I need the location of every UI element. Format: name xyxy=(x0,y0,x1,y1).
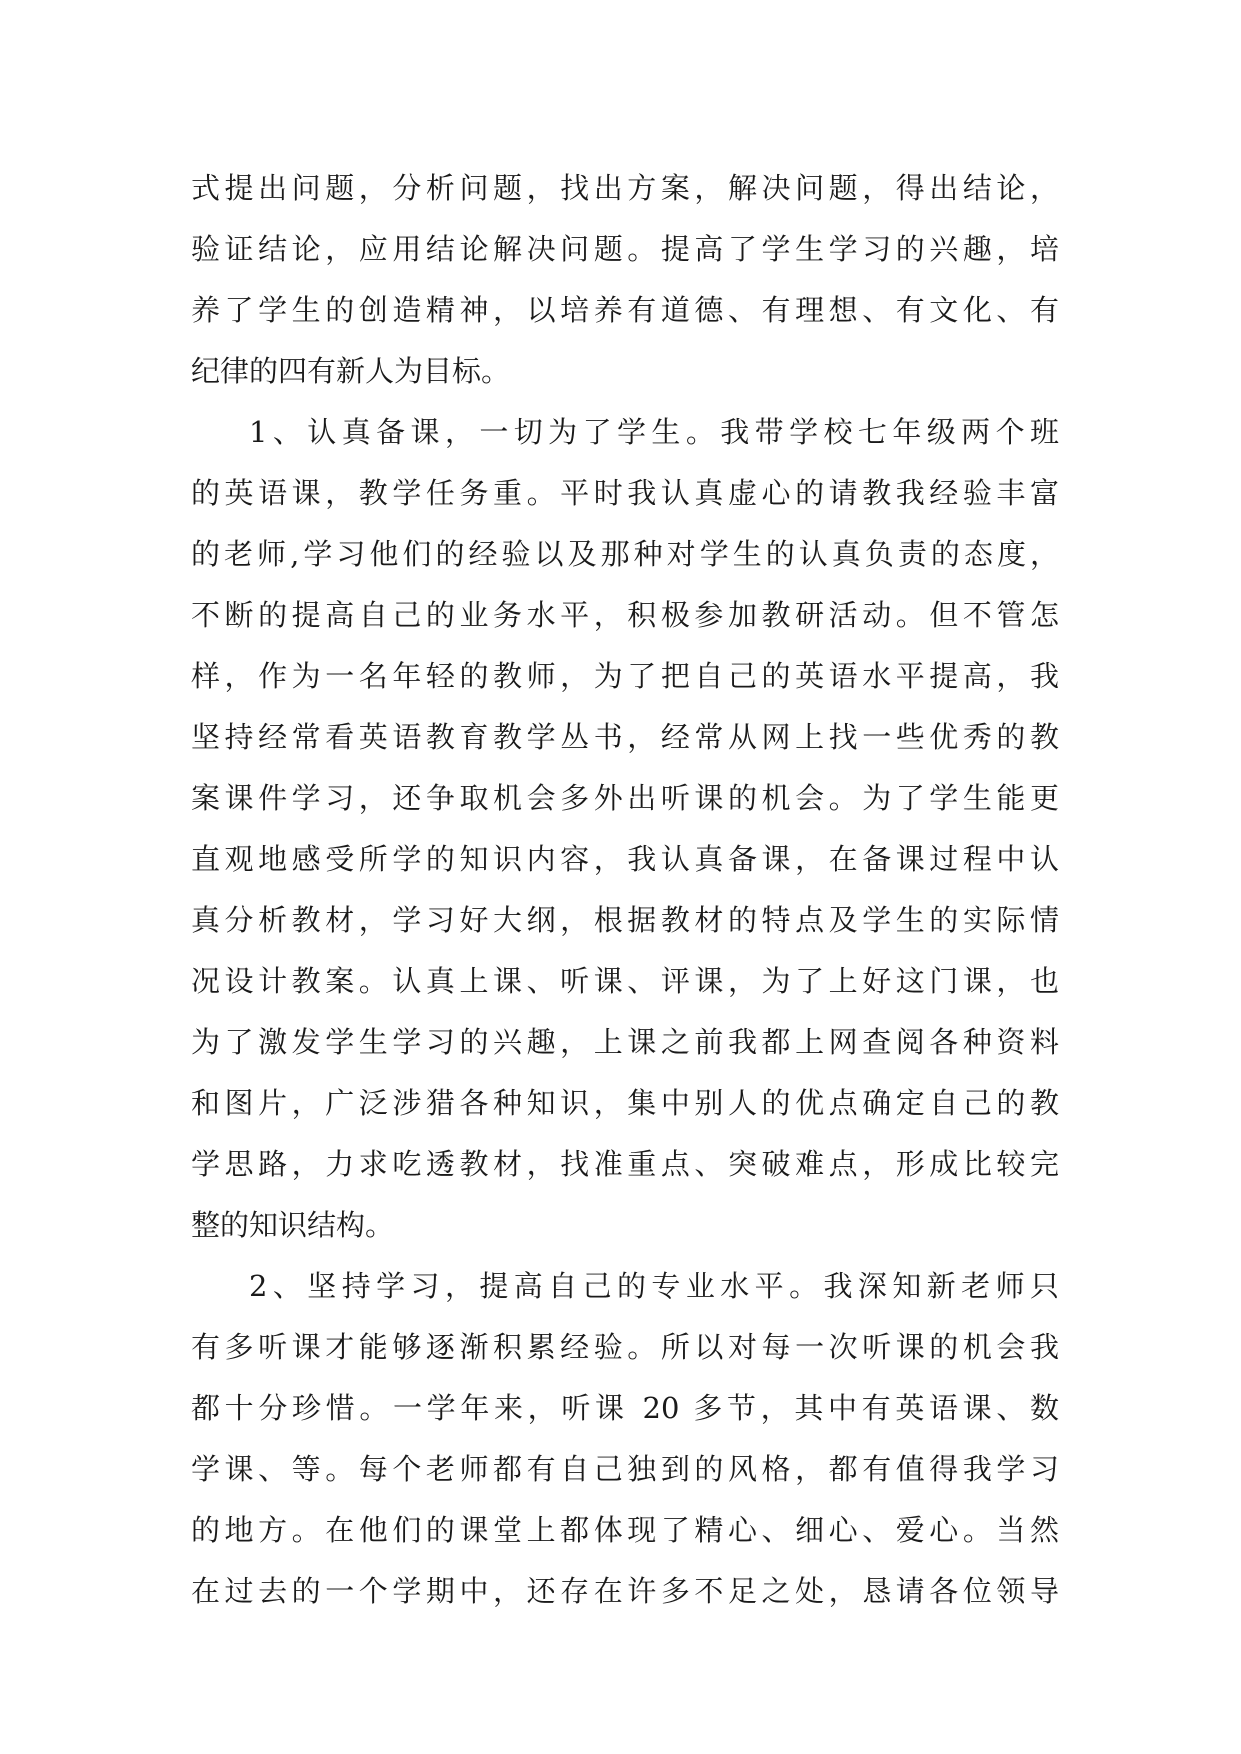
paragraph-1-first-line: 1、认真备课，一切为了学生。我带学校七年级两个班 xyxy=(249,415,1059,449)
text-line: 的老师,学习他们的经验以及那种对学生的认真负责的态度， xyxy=(191,537,1059,571)
paragraph-2-first-line: 2、坚持学习，提高自己的专业水平。我深知新老师只 xyxy=(249,1269,1059,1303)
text-line: 都十分珍惜。一学年来，听课 20 多节，其中有英语课、数 xyxy=(191,1391,1059,1425)
text-line: 在过去的一个学期中，还存在许多不足之处，恳请各位领导 xyxy=(191,1574,1059,1608)
text-line: 有多听课才能够逐渐积累经验。所以对每一次听课的机会我 xyxy=(191,1330,1059,1364)
text-line: 学课、等。每个老师都有自己独到的风格，都有值得我学习 xyxy=(191,1452,1059,1486)
text-line: 学思路，力求吃透教材，找准重点、突破难点，形成比较完 xyxy=(191,1147,1059,1181)
document-body xyxy=(191,158,1059,1622)
text-line: 养了学生的创造精神，以培养有道德、有理想、有文化、有 xyxy=(191,293,1059,327)
text-line: 直观地感受所学的知识内容，我认真备课，在备课过程中认 xyxy=(191,842,1059,876)
text-line: 为了激发学生学习的兴趣，上课之前我都上网查阅各种资料 xyxy=(191,1025,1059,1059)
text-line: 纪律的四有新人为目标。 xyxy=(191,354,511,388)
text-line: 坚持经常看英语教育教学丛书，经常从网上找一些优秀的教 xyxy=(191,720,1059,754)
text-line: 整的知识结构。 xyxy=(191,1208,395,1242)
text-line: 的地方。在他们的课堂上都体现了精心、细心、爱心。当然 xyxy=(191,1513,1059,1547)
text-line: 式提出问题，分析问题，找出方案，解决问题，得出结论， xyxy=(191,171,1059,205)
text-line: 不断的提高自己的业务水平，积极参加教研活动。但不管怎 xyxy=(191,598,1059,632)
text-line: 案课件学习，还争取机会多外出听课的机会。为了学生能更 xyxy=(191,781,1059,815)
text-line: 和图片，广泛涉猎各种知识，集中别人的优点确定自己的教 xyxy=(191,1086,1059,1120)
text-line: 真分析教材，学习好大纲，根据教材的特点及学生的实际情 xyxy=(191,903,1059,937)
text-line: 验证结论，应用结论解决问题。提高了学生学习的兴趣，培 xyxy=(191,232,1059,266)
text-line: 样，作为一名年轻的教师，为了把自己的英语水平提高，我 xyxy=(191,659,1059,693)
text-line: 况设计教案。认真上课、听课、评课，为了上好这门课，也 xyxy=(191,964,1059,998)
text-line: 的英语课，教学任务重。平时我认真虚心的请教我经验丰富 xyxy=(191,476,1059,510)
